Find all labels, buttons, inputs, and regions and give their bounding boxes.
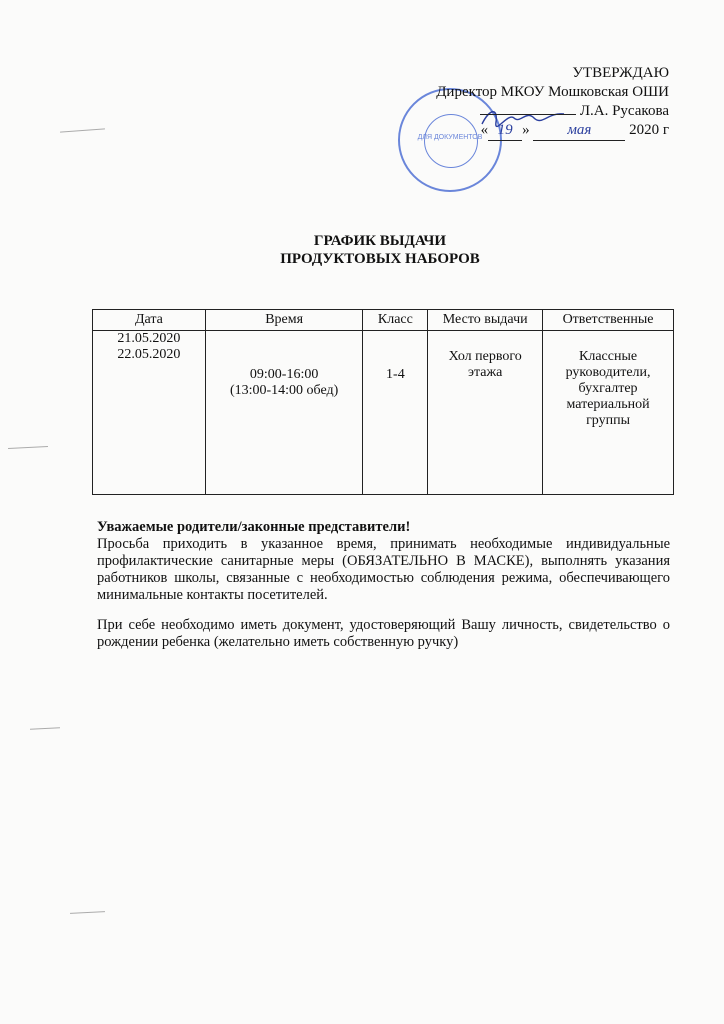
title-line-1: ГРАФИК ВЫДАЧИ	[313, 233, 447, 249]
table-header-row	[93, 310, 674, 331]
approval-position: Директор МКОУ Мошковская ОШИ	[436, 84, 669, 100]
scan-artifact	[30, 727, 60, 730]
stamp-text: ДЛЯ ДОКУМЕНТОВ	[417, 134, 483, 141]
notice-paragraph-2: При себе необходимо иметь документ, удостоверяющий Вашу личность, свидетельство о рождении ребенка (желательно иметь собственную ручку)	[97, 617, 670, 650]
time-range: 09:00-16:00	[249, 367, 319, 382]
header-place: Место выдачи	[428, 310, 543, 331]
lunch-break: (13:00-14:00 обед)	[229, 383, 339, 398]
date-open-quote: «	[480, 122, 489, 138]
cell-place: Хол первого этажа	[428, 331, 543, 495]
document-title	[200, 232, 560, 268]
cell-responsible: Классные руководители, бухгалтер материальной группы	[543, 331, 674, 495]
signature-blank	[480, 114, 576, 115]
scan-artifact	[60, 128, 105, 132]
header-time: Время	[205, 310, 363, 331]
approval-name: Л.А. Русакова	[579, 103, 669, 119]
date-day-field	[488, 121, 522, 141]
date-month-field	[533, 121, 625, 141]
scan-artifact	[8, 446, 48, 449]
scan-artifact	[70, 911, 105, 914]
cell-time	[205, 331, 363, 495]
schedule-table	[92, 309, 674, 495]
notice-heading: Уважаемые родители/законные представители!	[97, 519, 411, 535]
title-line-2: ПРОДУКТОВЫХ НАБОРОВ	[280, 251, 480, 267]
date-day: 19	[497, 122, 513, 138]
date-2: 22.05.2020	[117, 347, 181, 362]
header-date: Дата	[93, 310, 206, 331]
approval-block	[436, 64, 669, 141]
notice-paragraph-1: Просьба приходить в указанное время, принимать необходимые индивидуальные профилактические санитарные меры (ОБЯЗАТЕЛЬНО В МАСКЕ), выполнять указания работников школы, связанные с необходимостью соблюдения режима, обеспечивающего минимальные контакты посетителей.	[97, 536, 670, 603]
table-row	[93, 331, 674, 495]
date-year: 2020 г	[629, 122, 669, 138]
header-class: Класс	[363, 310, 428, 331]
notice-block	[97, 519, 670, 651]
date-month: мая	[567, 122, 592, 138]
approval-name-line	[436, 102, 669, 121]
date-close-quote: »	[522, 122, 530, 138]
approval-title: УТВЕРЖДАЮ	[572, 65, 669, 81]
cell-class: 1-4	[363, 331, 428, 495]
approval-date-line	[436, 121, 669, 141]
header-responsible: Ответственные	[543, 310, 674, 331]
date-1: 21.05.2020	[117, 331, 181, 346]
cell-date	[93, 331, 206, 495]
